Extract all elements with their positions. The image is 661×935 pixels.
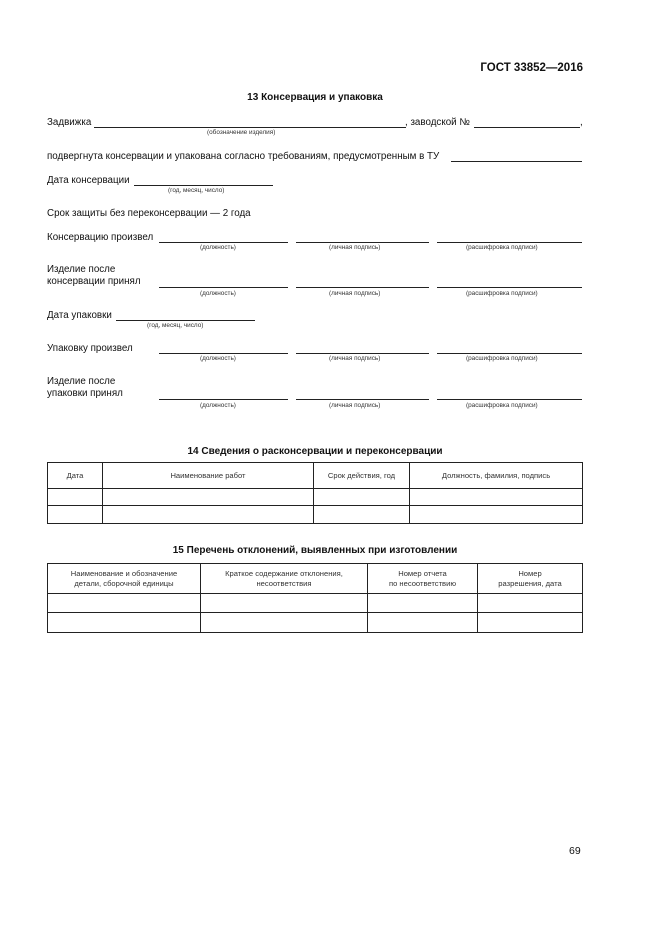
table-cell[interactable] (410, 506, 583, 524)
column-header-line: детали, сборочной единицы (74, 578, 174, 588)
table-cell[interactable] (314, 506, 410, 524)
table-row (48, 506, 583, 524)
deviations-table (47, 563, 583, 633)
table-cell[interactable] (478, 613, 583, 633)
table-cell[interactable] (48, 489, 103, 506)
accepted-signature-field[interactable] (296, 287, 429, 288)
table-cell[interactable] (48, 613, 201, 633)
section-15-title: 15 Перечень отклонений, выявленных при изготовлении (172, 545, 458, 556)
valve-designation-field[interactable] (94, 127, 406, 128)
column-header: Должность, фамилия, подпись (410, 463, 583, 489)
position-caption: (должность) (200, 290, 236, 297)
section-14-title: 14 Сведения о расконсервации и переконсервации (187, 446, 443, 457)
packing-date-label: Дата упаковки (47, 310, 112, 321)
column-header (478, 564, 583, 594)
table-cell[interactable] (48, 506, 103, 524)
table-header-row (48, 564, 583, 594)
column-header (201, 564, 368, 594)
accepted-after-conservation-label-line2: консервации принял (47, 276, 141, 287)
column-header (368, 564, 478, 594)
table-cell[interactable] (201, 613, 368, 633)
serial-number-field[interactable] (474, 127, 580, 128)
table-row (48, 489, 583, 506)
packing-date-field[interactable] (116, 320, 255, 321)
tu-field[interactable] (451, 161, 582, 162)
column-header-line: Номер отчета (398, 568, 447, 578)
conservation-date-field[interactable] (134, 185, 273, 186)
page-number: 69 (569, 845, 581, 857)
conserved-by-position-field[interactable] (159, 242, 288, 243)
table-cell[interactable] (103, 506, 314, 524)
accepted-after-packing-label-line1: Изделие после (47, 376, 116, 387)
table-cell[interactable] (103, 489, 314, 506)
conserved-by-label: Консервацию произвел (47, 232, 154, 243)
column-header: Дата (48, 463, 103, 489)
packing-date-caption: (год, месяц, число) (147, 322, 204, 329)
decryption-caption: (расшифровка подписи) (466, 402, 538, 409)
table-header-row (48, 463, 583, 489)
accepted-after-packing-label-line2: упаковки принял (47, 388, 123, 399)
section-13-title: 13 Консервация и упаковка (247, 92, 383, 103)
conservation-date-label: Дата консервации (47, 175, 130, 186)
signature-caption: (личная подпись) (329, 244, 381, 251)
valve-label: Задвижка (47, 117, 92, 128)
table-cell[interactable] (201, 594, 368, 613)
serial-number-label: , заводской № (405, 117, 470, 128)
packed-by-label: Упаковку произвел (47, 343, 133, 354)
accepted-after-conservation-label-line1: Изделие после (47, 264, 116, 275)
position-caption: (должность) (200, 355, 236, 362)
column-header-line: разрешения, дата (498, 578, 562, 588)
column-header-line: по несоответствию (388, 578, 457, 588)
packed-by-decryption-field[interactable] (437, 353, 582, 354)
table-row (48, 613, 583, 633)
conserved-by-decryption-field[interactable] (437, 242, 582, 243)
table-cell[interactable] (478, 594, 583, 613)
conservation-statement: подвергнута консервации и упакована согласно требованиям, предусмотренным в ТУ (47, 151, 440, 162)
column-header-line: Наименование и обозначение (70, 568, 178, 578)
packed-by-position-field[interactable] (159, 353, 288, 354)
conserved-by-signature-field[interactable] (296, 242, 429, 243)
table-cell[interactable] (368, 613, 478, 633)
column-header-line: Краткое содержание отклонения, (225, 568, 343, 578)
column-header-line: несоответствия (256, 578, 312, 588)
table-cell[interactable] (368, 594, 478, 613)
packed-by-signature-field[interactable] (296, 353, 429, 354)
standard-number: ГОСТ 33852—2016 (480, 62, 583, 74)
column-header-line: Номер (518, 568, 542, 578)
signature-caption: (личная подпись) (329, 290, 381, 297)
decryption-caption: (расшифровка подписи) (466, 355, 538, 362)
protection-term: Срок защиты без переконсервации — 2 года (47, 208, 251, 219)
accepted-decryption-field[interactable] (437, 287, 582, 288)
table-cell[interactable] (410, 489, 583, 506)
deconservation-table (47, 462, 583, 524)
column-header (48, 564, 201, 594)
position-caption: (должность) (200, 244, 236, 251)
pack-accepted-decryption-field[interactable] (437, 399, 582, 400)
conservation-date-caption: (год, месяц, число) (168, 187, 225, 194)
serial-number-end: , (580, 117, 583, 128)
pack-accepted-position-field[interactable] (159, 399, 288, 400)
pack-accepted-signature-field[interactable] (296, 399, 429, 400)
signature-caption: (личная подпись) (329, 402, 381, 409)
signature-caption: (личная подпись) (329, 355, 381, 362)
decryption-caption: (расшифровка подписи) (466, 244, 538, 251)
table-row (48, 594, 583, 613)
accepted-position-field[interactable] (159, 287, 288, 288)
table-cell[interactable] (314, 489, 410, 506)
column-header: Срок действия, год (314, 463, 410, 489)
decryption-caption: (расшифровка подписи) (466, 290, 538, 297)
table-cell[interactable] (48, 594, 201, 613)
valve-designation-caption: (обозначение изделия) (207, 129, 276, 136)
position-caption: (должность) (200, 402, 236, 409)
column-header: Наименование работ (103, 463, 314, 489)
